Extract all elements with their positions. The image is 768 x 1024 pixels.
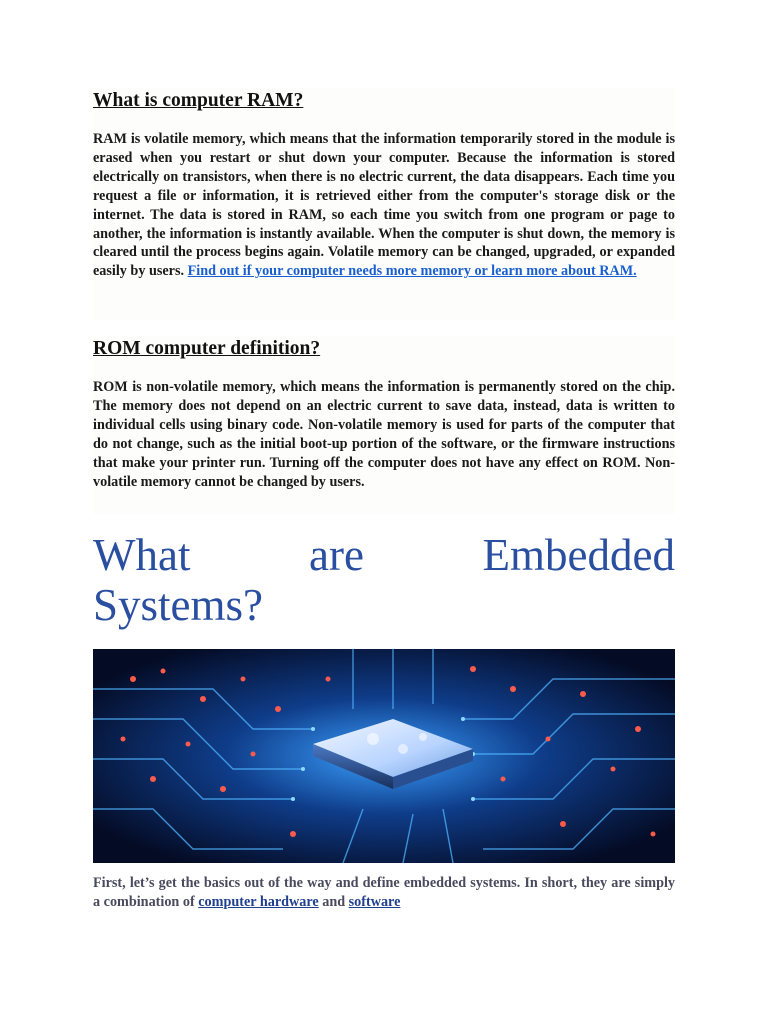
computer-hardware-link[interactable]: computer hardware [198, 894, 319, 910]
ram-section [93, 88, 675, 320]
embedded-title-line2: Systems? [93, 580, 264, 630]
embedded-title-line1 [93, 530, 675, 580]
rom-section [93, 336, 675, 514]
circuit-board-illustration [93, 649, 675, 863]
ram-body-text: RAM is volatile memory, which means that the information temporarily stored in the module is erased when you restart or shut down your computer. Because the information is stored electrically on transistors, when there is no electric current, the data disappears. Each time you request a file or information, it is retrieved either from the computer's storage disk or the internet. The data is stored in RAM, so each time you switch from one program or page to another, the information is instantly available. When the computer is shut down, the memory is cleared until the process begins again. Volatile memory can be changed, upgraded, or expanded easily by users. [93, 131, 675, 280]
title-word-are: are [309, 530, 364, 580]
intro-text: First, let’s get the basics out of the way and define embedded systems. In short, they are simply a combination of [93, 875, 675, 910]
software-link[interactable]: software [348, 894, 401, 910]
title-word-what: What [93, 530, 191, 580]
ram-paragraph [93, 130, 675, 281]
circuit-board-image [93, 649, 675, 863]
rom-heading: ROM computer definition? [93, 338, 321, 359]
title-word-embedded: Embedded [482, 530, 675, 580]
ram-learn-more-link[interactable]: Find out if your computer needs more memory or learn more about RAM. [187, 263, 637, 280]
embedded-title [93, 530, 675, 630]
embedded-intro-paragraph [93, 874, 675, 912]
intro-and-text: and [318, 894, 349, 910]
ram-heading: What is computer RAM? [93, 90, 304, 111]
rom-paragraph: ROM is non-volatile memory, which means the information is permanently stored on the chip. The memory does not depend on an electric current to save data, instead, data is written to individual cells using binary code. Non-volatile memory is used for parts of the computer that do not change, such as the initial boot-up portion of the software, or the firmware instructions that make your printer run. Turning off the computer does not have any effect on ROM. Non-volatile memory cannot be changed by users. [93, 379, 675, 490]
